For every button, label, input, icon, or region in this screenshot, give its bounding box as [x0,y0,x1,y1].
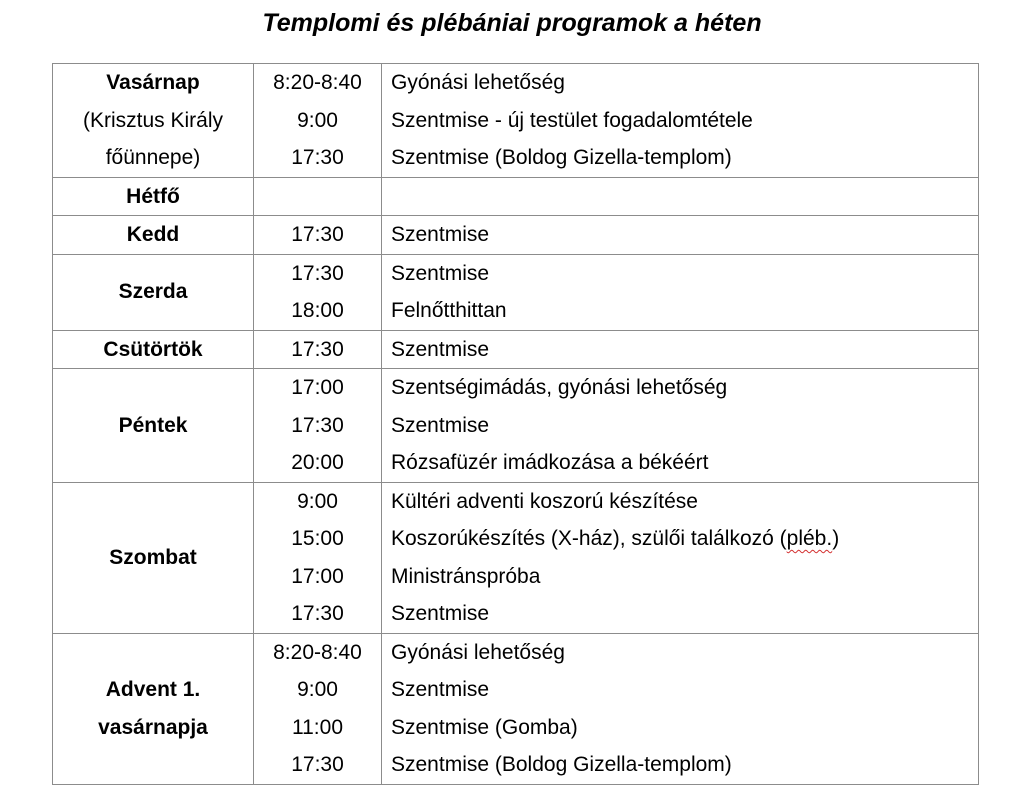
event-time: 18:00 [291,299,344,322]
day-cell-vasarnap [53,64,254,178]
program-cell [382,369,979,483]
schedule-table [52,63,979,785]
event-program: Szentmise (Boldog Gizella-templom) [391,146,732,169]
program-cell [382,64,979,178]
program-cell [382,633,979,784]
event-program-text: ) [832,527,840,550]
day-name: Advent 1. [105,678,201,701]
event-program: Szentmise [391,223,490,246]
event-program-text: Koszorúkészítés (X-ház), szülői találkozó ( [391,527,787,550]
event-program: Szentmise [391,602,490,625]
time-cell [254,254,382,330]
day-subtitle: főünnepe) [105,146,201,169]
day-cell-szombat [53,482,254,633]
time-cell [254,369,382,483]
spellcheck-word[interactable]: pléb. [786,527,833,550]
table-row [53,330,979,369]
event-program: Felnőtthittan [391,299,507,322]
event-time: 17:30 [291,602,344,625]
event-program: Szentmise [391,678,490,701]
day-name: Péntek [118,413,188,437]
day-cell-hetfo [53,177,254,216]
table-row [53,254,979,330]
time-cell [254,330,382,369]
day-subtitle: (Krisztus Király [82,108,224,132]
event-time: 15:00 [291,527,344,550]
table-row [53,64,979,178]
event-program [391,520,978,558]
event-time: 17:30 [291,337,344,361]
event-time: 8:20-8:40 [273,640,362,664]
time-cell [254,482,382,633]
event-program: Szentmise - új testület fogadalomtétele [391,108,753,132]
day-name: Hétfő [126,184,180,208]
event-program: Kültéri adventi koszorú készítése [391,489,698,513]
program-cell [382,482,979,633]
day-cell-pentek [53,369,254,483]
program-cell [382,216,979,255]
event-program: Szentmise (Boldog Gizella-templom) [391,753,732,776]
event-program: Szentmise [391,337,490,361]
day-cell-csutortok [53,330,254,369]
event-time: 11:00 [292,715,343,739]
event-time: 20:00 [291,451,344,474]
table-row [53,633,979,784]
table-row [53,369,979,483]
day-name: Szombat [109,545,197,569]
day-cell-szerda [53,254,254,330]
event-time: 8:20-8:40 [273,71,362,94]
event-time: 9:00 [297,108,338,132]
time-cell [254,177,382,216]
program-cell [382,330,979,369]
event-program: Gyónási lehetőség [391,640,565,664]
event-time: 17:30 [291,146,344,169]
page-title: Templomi és plébániai programok a héten [262,9,762,37]
day-name: Kedd [126,223,180,246]
day-cell-advent [53,633,254,784]
time-cell [254,64,382,178]
event-time: 17:30 [291,413,344,437]
event-program: Gyónási lehetőség [391,71,565,94]
day-name: Szerda [118,280,188,304]
table-row [53,177,979,216]
day-name: vasárnapja [98,715,208,739]
event-program: Szentségimádás, gyónási lehetőség [391,376,728,399]
event-time: 17:30 [291,753,344,776]
event-program: Szentmise [391,261,490,285]
day-name: Vasárnap [106,71,200,94]
event-time: 17:30 [291,261,344,285]
event-time: 9:00 [297,489,338,513]
event-program: Szentmise (Gomba) [391,715,578,739]
day-name: Csütörtök [103,337,203,361]
event-time: 17:00 [291,376,344,399]
program-cell [382,177,979,216]
table-row [53,216,979,255]
event-time: 17:00 [291,564,344,588]
event-time: 9:00 [297,678,338,701]
event-program: Rózsafüzér imádkozása a békéért [391,451,709,474]
event-time: 17:30 [291,223,344,246]
program-cell [382,254,979,330]
table-row [53,482,979,633]
event-program: Szentmise [391,413,490,437]
time-cell [254,216,382,255]
day-cell-kedd [53,216,254,255]
event-program: Ministránspróba [391,564,541,588]
time-cell [254,633,382,784]
